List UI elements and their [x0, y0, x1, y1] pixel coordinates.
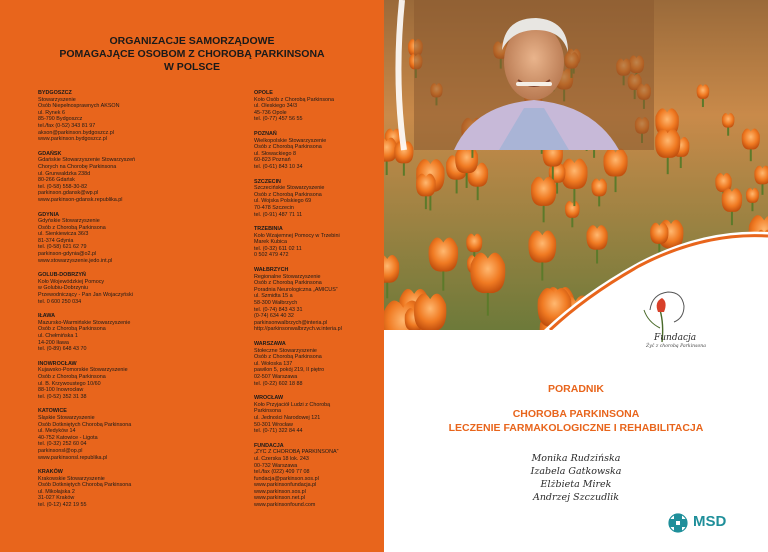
organization-line: tel. (0-32) 252 60 04: [38, 441, 87, 448]
book-title-line: LECZENIE FARMAKOLOGICZNE I REHABILITACJA: [448, 422, 704, 434]
organization-line: www.parkinsonsl.republika.pl: [38, 454, 108, 461]
organizations-title: [0, 35, 384, 74]
organization-line: www.parkinsonfundacja.pl: [254, 482, 317, 489]
organization-line: Stowarzyszenie: [38, 96, 76, 103]
organization-line: Szczecińskie Stowarzyszenie: [254, 185, 325, 192]
organization-city: GDYNIA: [38, 211, 59, 218]
author: Monika Rudzińska: [531, 453, 621, 464]
organization-city: IŁAWA: [38, 313, 56, 320]
organization-line: Chorych na Chorobę Parkinsona: [38, 163, 117, 170]
organization-city: KRAKÓW: [38, 469, 63, 476]
organization-line: tel. (0-22) 602 18 88: [254, 380, 303, 387]
white-curve: [384, 0, 768, 330]
book-title: [384, 407, 768, 435]
book-title-line: CHOROBA PARKINSONA: [512, 408, 640, 420]
organizations-column-1: [38, 90, 198, 517]
organization-line: Osób z Chorobą Parkinsona: [38, 224, 106, 231]
organization-line: 81-374 Gdynia: [38, 237, 74, 244]
organization-city: FUNDACJA: [254, 442, 284, 449]
organization-line: 60-823 Poznań: [254, 157, 291, 164]
organization-line: Marek Kubica: [254, 239, 287, 246]
organization-line: „ŻYĆ Z CHOROBĄ PARKINSONA”: [254, 449, 339, 456]
organization-line: pawilon 5, pokój 219, II piętro: [254, 367, 325, 374]
organization-city: INOWROCŁAW: [38, 360, 77, 367]
organization-line: 50-301 Wrocław: [254, 421, 293, 428]
organization-entry: [38, 408, 198, 461]
organization-line: ul. Słowackiego 8: [254, 150, 296, 157]
organization-line: (0-74) 634 40 32: [254, 313, 294, 320]
organization-line: Osób Dotkniętych Chorobą Parkinsona: [38, 482, 132, 489]
organization-line: w Golubiu-Dobrzyniu: [38, 285, 89, 292]
organization-line: tel. (0-12) 422 19 55: [38, 502, 87, 509]
organization-line: Osób z Chorobą Parkinsona: [254, 354, 322, 361]
organization-line: tel./fax (022) 409 77 08: [254, 469, 310, 476]
organization-line: tel. (0-74) 843 43 31: [254, 306, 303, 313]
fundacja-logo-name: Fundacja: [654, 333, 697, 343]
organization-line: parkinson-gdynia@o2.pl: [38, 251, 97, 258]
organization-line: ul. Rynek 6: [38, 109, 65, 116]
organization-line: ul. Grunwaldzka 238d: [38, 170, 91, 177]
authors: [384, 452, 768, 504]
organization-line: Osób z Chorobą Parkinsona: [254, 280, 322, 287]
author: Izabela Gatkowska: [530, 466, 622, 477]
organization-line: 45-736 Opole: [254, 109, 287, 116]
organization-line: 31-027 Kraków: [38, 495, 75, 502]
organization-city: POZNAŃ: [254, 130, 277, 137]
organization-city: SZCZECIN: [254, 178, 281, 185]
organization-line: Osób Niepełnosprawnych AKSON: [38, 103, 120, 110]
organization-line: 0 502 479 472: [254, 252, 289, 259]
author: Elżbieta Mirek: [540, 479, 612, 490]
organization-line: parkinson.gdansk@wp.pl: [38, 190, 99, 197]
organization-line: Gdyńskie Stowarzyszenie: [38, 218, 100, 225]
organization-line: www.parkinson.sos.pl: [254, 488, 306, 495]
organization-entry: [38, 212, 198, 265]
organization-line: 80-266 Gdańsk: [38, 177, 75, 184]
organization-line: 88-100 Inowrocław: [38, 387, 84, 394]
organization-line: Osób z Chorobą Parkinsona: [38, 373, 106, 380]
organization-line: Gdańskie Stowarzyszenie Stowarzyszeń: [38, 157, 136, 164]
organization-line: tel. (0-32) 611 02 11: [254, 245, 302, 252]
organization-city: KATOWICE: [38, 408, 67, 415]
organization-line: tel. (0-61) 843 10 34: [254, 163, 303, 170]
organization-line: Osób Dotkniętych Chorobą Parkinsona: [38, 421, 132, 428]
organization-line: Osób z Chorobą Parkinsona: [38, 326, 106, 333]
guide-label: PORADNIK: [547, 383, 604, 395]
organization-entry: [38, 361, 198, 401]
organization-line: tel. 0 600 250 034: [38, 298, 82, 305]
organization-line: ul. Sienkiewicza 36/3: [38, 231, 89, 238]
organization-line: Koło Wzajemnej Pomocy w Trzebini: [254, 232, 340, 239]
organization-line: Śląskie Stowarzyszenie: [38, 414, 95, 421]
organization-line: ul. Wojska Polskiego 69: [254, 198, 312, 205]
organization-line: ul. Chełmińska 1: [38, 333, 78, 339]
organization-line: 00-732 Warszawa: [254, 462, 298, 469]
organization-line: www.parkinson.bydgoszcz.pl: [38, 136, 107, 143]
title-line: W POLSCE: [163, 61, 220, 73]
organization-line: fundacja@parkinson.sos.pl: [254, 475, 319, 482]
organization-line: http://parkinsonwalbrzych.w.interia.pl: [254, 326, 342, 333]
organization-line: Stołeczne Stowarzyszenie: [254, 347, 317, 354]
organization-entry: [38, 272, 198, 305]
fundacja-logo-subtitle: Żyć z chorobą Parkinsona: [646, 344, 706, 349]
organization-line: Kujawsko-Pomorskie Stowarzyszenie: [38, 367, 128, 374]
organization-line: ul. B. Krzywoustego 10/60: [38, 380, 101, 387]
title-line: ORGANIZACJE SAMORZĄDOWE: [109, 35, 275, 47]
organization-line: Osób z Chorobą Parkinsona: [254, 191, 322, 198]
organization-line: tel. (0-89) 648 43 70: [38, 346, 87, 353]
organization-line: parkinsonsl@op.pl: [38, 447, 83, 454]
organization-city: GOLUB-DOBRZYŃ: [38, 272, 86, 279]
organization-line: parkinsonwalbrzych@interia.pl: [254, 319, 328, 326]
organization-line: Osób z Chorobą Parkinsona: [254, 144, 322, 151]
organization-city: GDAŃSK: [38, 150, 62, 157]
organization-line: Wielkopolskie Stowarzyszenie: [254, 137, 327, 144]
organization-line: Krakowskie Stowarzyszenie: [38, 475, 105, 482]
organization-line: akson@parkinson.bydgoszcz.pl: [38, 129, 114, 136]
organization-line: www.parkinson.net.pl: [254, 495, 305, 502]
organization-line: 58-300 Wałbrzych: [254, 300, 298, 307]
organization-line: 02-507 Warszawa: [254, 373, 298, 380]
organization-line: 14-200 Iława: [38, 339, 69, 346]
organization-line: 70-478 Szczecin: [254, 204, 294, 211]
organization-city: WARSZAWA: [254, 341, 286, 347]
organization-line: tel. (0-91) 487 71 11: [254, 211, 303, 218]
organization-line: ul. Szmidta 15 a: [254, 293, 293, 300]
author: Andrzej Szczudlik: [532, 492, 620, 503]
organization-line: Poradnia Neurologiczna „AMICUS”: [254, 286, 338, 293]
organization-city: OPOLE: [254, 90, 273, 96]
cover-photo: [384, 0, 768, 330]
organization-city: TRZEBINIA: [254, 226, 283, 233]
organization-line: Parkinsona: [254, 408, 281, 415]
organization-line: www.stowarzyszenie.jedo.int.pl: [38, 257, 113, 264]
organization-line: ul. Mikołajska 2: [38, 488, 75, 495]
organization-line: Przewodniczący - Pan Jan Wojaczyński: [38, 292, 133, 299]
organization-line: Regionalne Stowarzyszenie: [254, 273, 321, 280]
organization-line: tel. (0-71) 322 84 44: [254, 428, 303, 435]
organization-line: ul. Wołoska 137: [254, 360, 293, 367]
organization-city: WROCŁAW: [254, 395, 284, 402]
organization-line: tel. (0-58) 621 62 79: [38, 244, 87, 251]
organization-line: tel. (0-77) 457 56 55: [254, 116, 303, 123]
organization-entry: [38, 151, 198, 204]
organization-entry: [38, 469, 198, 509]
organization-line: ul. Medyków 14: [38, 428, 76, 435]
organization-line: Koło Przyjaciół Ludzi z Chorobą: [254, 401, 331, 408]
organization-line: www.parkinson-gdansk.republika.pl: [38, 196, 123, 203]
msd-logo-text: MSD: [693, 513, 727, 530]
organization-entry: [38, 313, 198, 353]
organization-line: www.parkinsonfound.com: [254, 502, 316, 509]
organization-entry: [38, 90, 198, 143]
organization-line: ul. Jedności Narodowej 121: [254, 414, 321, 421]
organization-line: 85-790 Bydgoszcz: [38, 116, 83, 123]
organization-city: WAŁBRZYCH: [254, 267, 289, 274]
organization-line: ul. Czerska 18 lok. 243: [254, 455, 309, 462]
organization-line: Koło Osób z Chorobą Parkinsona: [254, 96, 335, 103]
organization-line: ul. Oleskiego 34/3: [254, 103, 298, 110]
organization-city: BYDGOSZCZ: [38, 90, 72, 96]
right-panel: [384, 0, 768, 552]
organization-line: Koło Wojewódzkiej Pomocy: [38, 278, 105, 285]
organization-line: tel./fax (0-52) 343 81 97: [38, 122, 96, 129]
organization-line: tel. (0-52) 352 31 38: [38, 393, 87, 400]
title-line: POMAGAJĄCE OSOBOM Z CHOROBĄ PARKINSONA: [59, 48, 325, 60]
organization-line: tel. (0-58) 558-30-82: [38, 183, 88, 190]
organization-line: 40-752 Katowice - Ligota: [38, 434, 98, 441]
organization-line: Mazursko-Warmińskie Stowarzyszenie: [38, 319, 131, 326]
